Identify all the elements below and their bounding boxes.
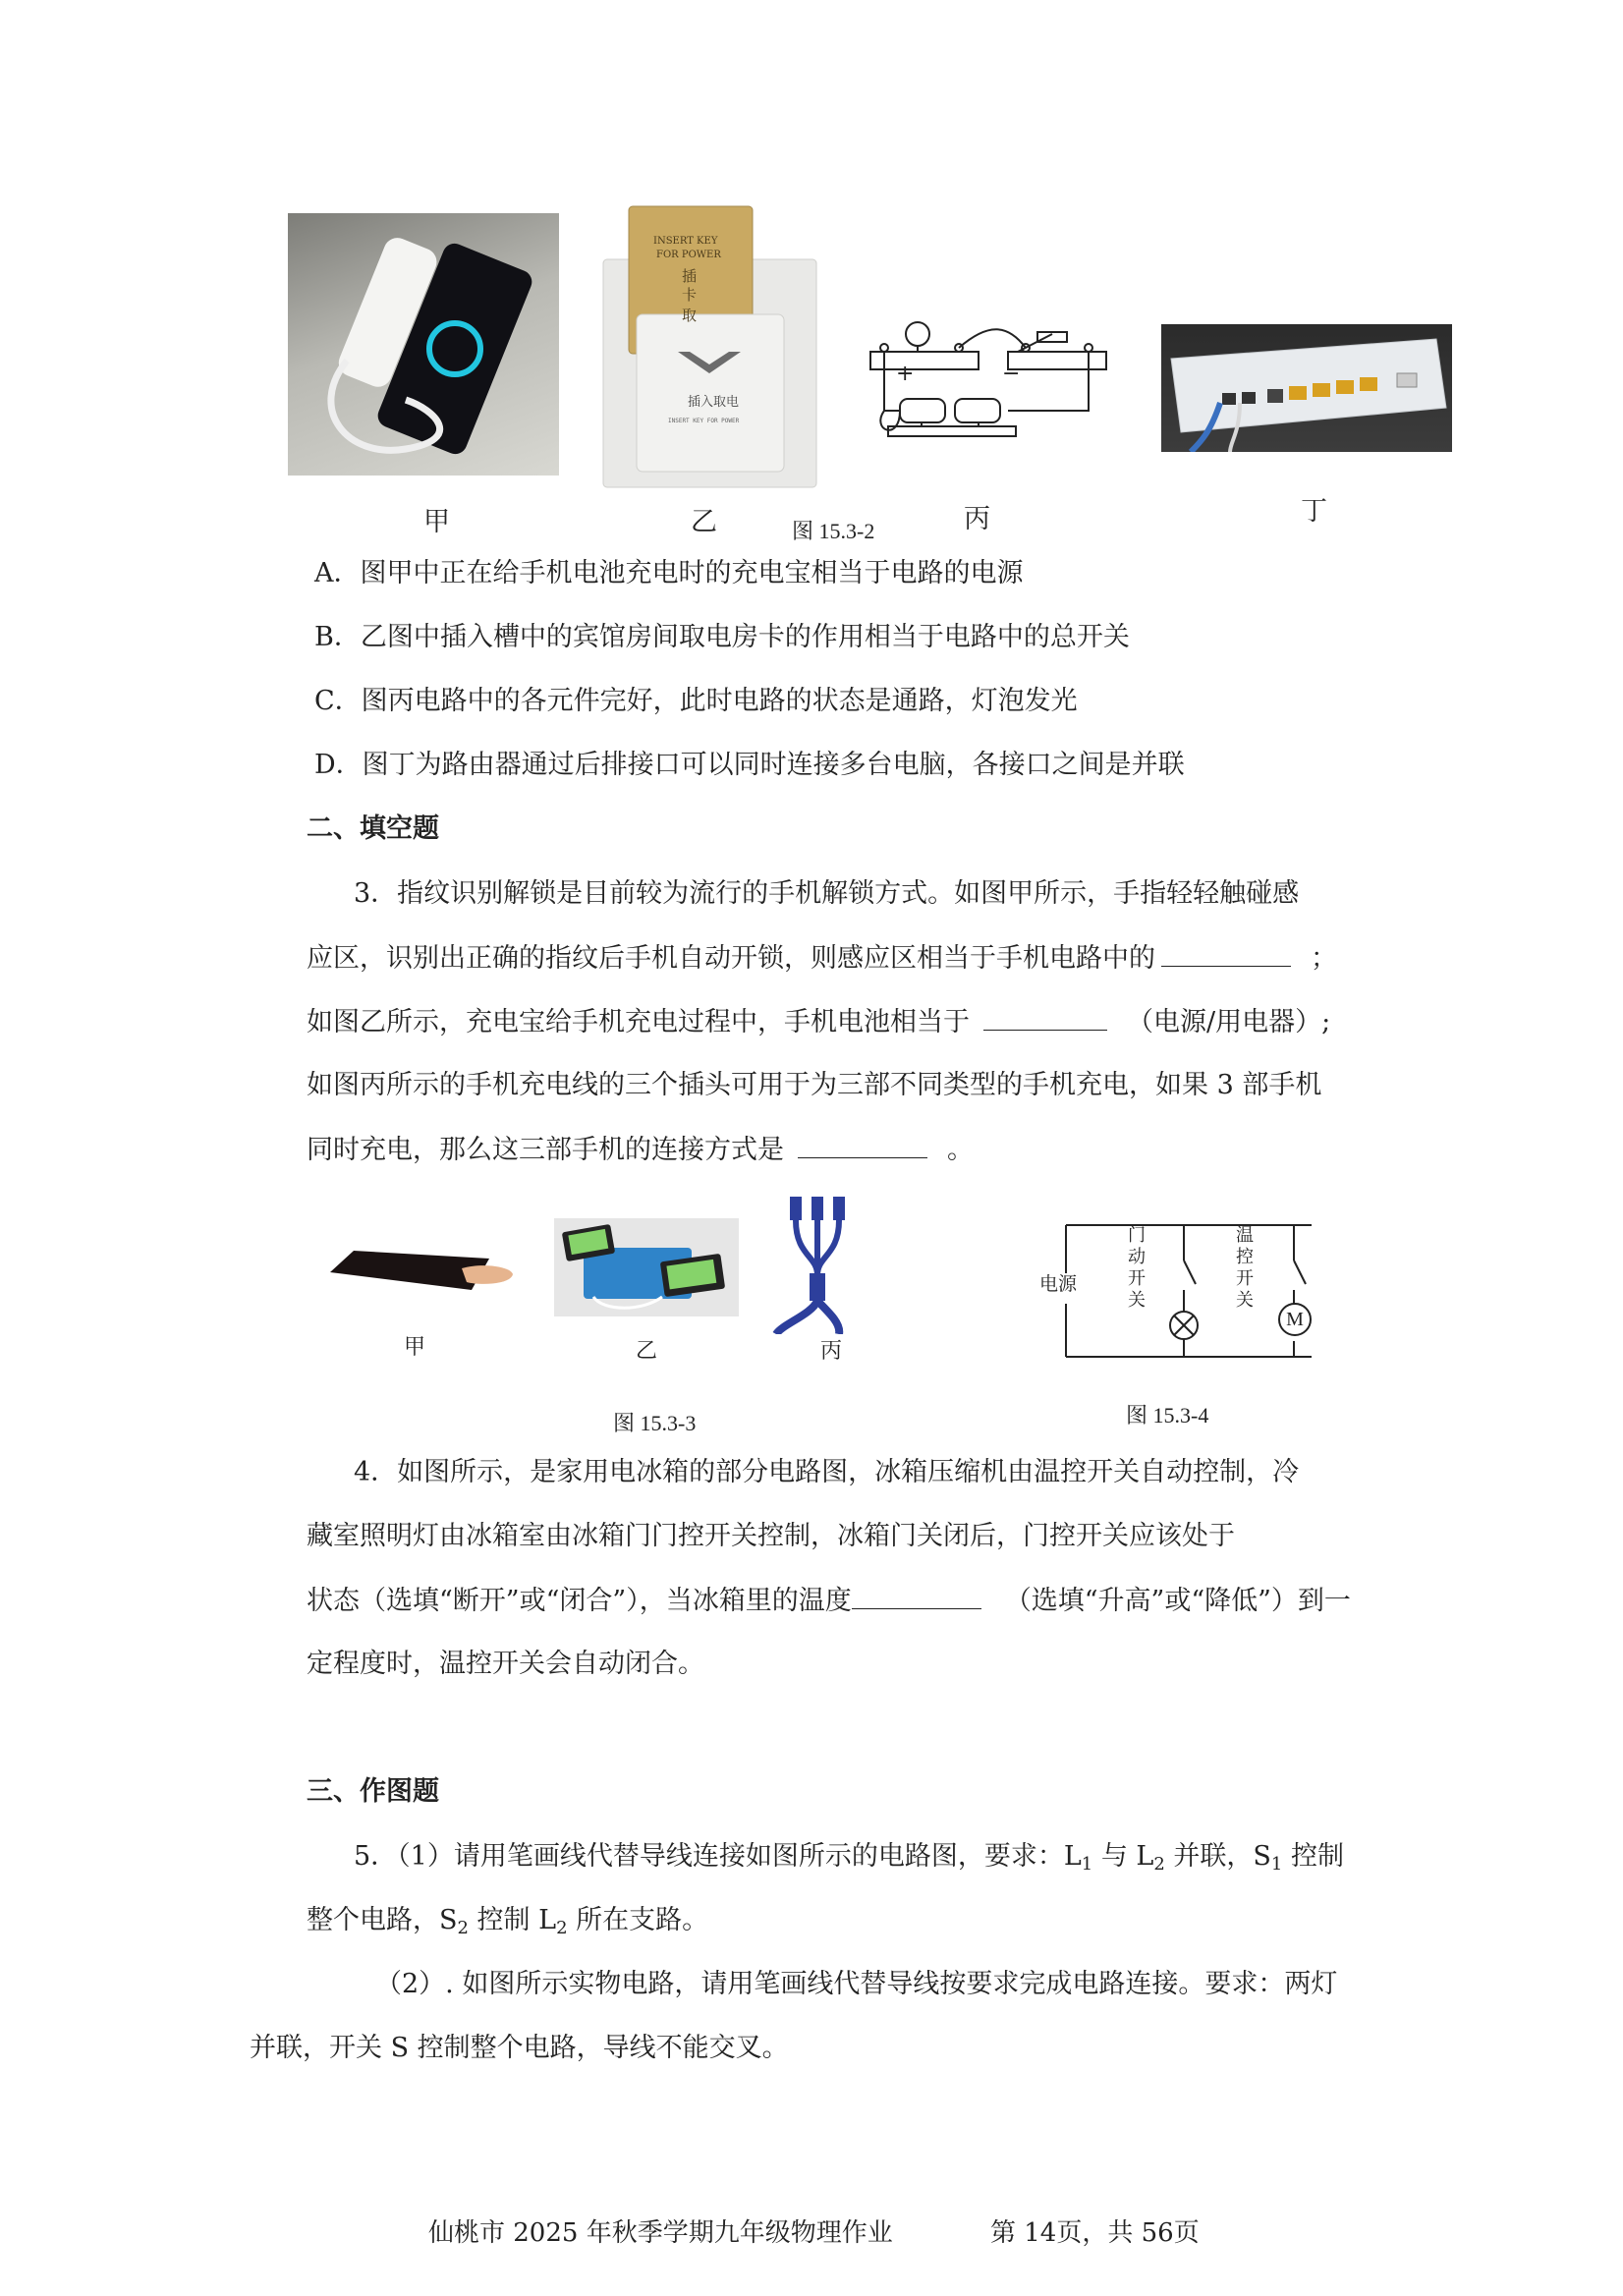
- q4-line3: [307, 1583, 1351, 1619]
- q3-line1: 3．指纹识别解锁是目前较为流行的手机解锁方式。如图甲所示，手指轻轻触碰感: [354, 878, 1300, 909]
- q4-line1: 4．如图所示，是家用电冰箱的部分电路图，冰箱压缩机由温控开关自动控制，冷: [354, 1457, 1300, 1487]
- figure-caption-15-3-3: 图 15.3-3: [613, 1411, 697, 1435]
- card-text-1: INSERT KEY: [653, 236, 718, 247]
- fig-label-jia: 甲: [423, 507, 450, 537]
- photo-fingerprint-phone: [324, 1233, 517, 1312]
- q5-text: 所在支路。: [567, 1905, 709, 1935]
- q3-line5: [307, 1132, 974, 1168]
- q3-line2-text: 应区，识别出正确的指纹后手机自动开锁，则感应区相当于手机电路中的: [307, 943, 1155, 974]
- option-d: D．图丁为路由器通过后排接口可以同时连接多台电脑，各接口之间是并联: [314, 750, 1185, 780]
- fig2-label-yi: 乙: [636, 1339, 658, 1364]
- q3-blank-2[interactable]: [983, 1004, 1107, 1031]
- slot-text-en: INSERT KEY FOR POWER: [668, 418, 740, 424]
- q4-line4: 定程度时，温控开关会自动闭合。: [307, 1649, 704, 1679]
- q5-text: 5．（1）请用笔画线代替导线连接如图所示的电路图，要求：L: [354, 1841, 1082, 1872]
- motor-symbol: M: [1278, 1303, 1312, 1336]
- section-title-drawing: 三、作图题: [307, 1776, 439, 1807]
- fig-label-bing: 丙: [964, 504, 990, 534]
- q5-text: 与 L: [1092, 1841, 1154, 1872]
- subscript: 2: [1153, 1854, 1165, 1875]
- photo-hotel-card-slot: [599, 204, 820, 489]
- q5-text: 控制: [1282, 1841, 1344, 1872]
- q3-line2-end: ；: [1311, 943, 1337, 974]
- q5-line2: [307, 1903, 708, 1946]
- q5-text: 控制 L: [468, 1905, 557, 1935]
- photo-powerbank-phones: [554, 1218, 739, 1316]
- q3-blank-1[interactable]: [1161, 940, 1291, 967]
- option-c: C．图丙电路中的各元件完好，此时电路的状态是通路，灯泡发光: [314, 686, 1078, 716]
- fig-label-yi: 乙: [691, 507, 717, 537]
- q4-blank-1[interactable]: [852, 1583, 981, 1609]
- power-source-label: 电源: [1039, 1273, 1078, 1295]
- diagram-simple-circuit: [861, 312, 1114, 458]
- q5-line3: （2）. 如图所示实物电路，请用笔画线代替导线按要求完成电路连接。要求：两灯: [375, 1969, 1338, 1999]
- card-text-cn3: 取: [682, 307, 698, 324]
- temp-switch-char: 开: [1236, 1268, 1254, 1289]
- door-switch-char: 开: [1128, 1268, 1146, 1289]
- door-switch-char: 门: [1128, 1225, 1146, 1246]
- fig-label-ding: 丁: [1301, 496, 1327, 527]
- temp-switch-label: [1236, 1225, 1256, 1312]
- photo-three-in-one-cable: [772, 1197, 867, 1334]
- q5-line4: 并联，开关 S 控制整个电路，导线不能交叉。: [250, 2033, 789, 2063]
- q3-line2: [307, 940, 1337, 977]
- footer-page-number: 第 14页，共 56页: [990, 2218, 1200, 2248]
- q4-line2: 藏室照明灯由冰箱室由冰箱门门控开关控制，冰箱门关闭后，门控开关应该处于: [307, 1521, 1235, 1551]
- subscript: 1: [1270, 1854, 1283, 1875]
- minus-sign: −: [1002, 362, 1021, 386]
- q5-line1: [354, 1839, 1344, 1882]
- section-title-fill-blank: 二、填空题: [307, 813, 439, 844]
- door-switch-char: 关: [1128, 1290, 1146, 1311]
- door-switch-label: [1128, 1225, 1147, 1312]
- q5-text: 并联，S: [1164, 1841, 1271, 1872]
- temp-switch-char: 温: [1236, 1225, 1254, 1246]
- fig2-label-jia: 甲: [404, 1335, 426, 1360]
- footer-title: 仙桃市 2025 年秋季学期九年级物理作业: [428, 2218, 893, 2248]
- q3-line3-end: （电源/用电器）;: [1127, 1007, 1331, 1037]
- card-text-cn2: 卡: [682, 286, 698, 304]
- q3-line3: [307, 1004, 1330, 1040]
- option-b: B．乙图中插入槽中的宾馆房间取电房卡的作用相当于电路中的总开关: [314, 622, 1130, 652]
- q3-line4: 如图丙所示的手机充电线的三个插头可用于为三部不同类型的手机充电，如果 3 部手机: [307, 1070, 1322, 1100]
- card-text-2: FOR POWER: [656, 250, 721, 260]
- subscript: 2: [457, 1918, 469, 1938]
- q3-line5-text: 同时充电，那么这三部手机的连接方式是: [307, 1135, 784, 1165]
- fridge-circuit: [1036, 1221, 1321, 1361]
- subscript: 2: [556, 1918, 568, 1938]
- card-text-cn1: 插: [682, 267, 698, 285]
- door-switch-char: 动: [1128, 1247, 1146, 1267]
- slot-text: 插入取电: [688, 395, 740, 410]
- q3-line5-end: 。: [947, 1135, 974, 1165]
- q4-line3-text: 状态（选填“断开”或“闭合”），当冰箱里的温度: [307, 1586, 852, 1616]
- subscript: 1: [1081, 1854, 1093, 1875]
- temp-switch-char: 关: [1236, 1290, 1254, 1311]
- temp-switch-char: 控: [1236, 1247, 1254, 1267]
- photo-powerbank-charging: [288, 213, 559, 476]
- q3-line3-text: 如图乙所示，充电宝给手机充电过程中，手机电池相当于: [307, 1007, 970, 1037]
- photo-router-ports: [1161, 324, 1452, 452]
- plus-sign: +: [896, 362, 915, 386]
- q3-blank-3[interactable]: [798, 1132, 927, 1158]
- figure-caption-15-3-4: 图 15.3-4: [1126, 1403, 1209, 1428]
- fig2-label-bing: 丙: [820, 1339, 843, 1364]
- figure-caption: 图 15.3-2: [792, 519, 875, 543]
- q5-text: 整个电路，S: [307, 1905, 458, 1935]
- q4-line3-end: （选填“升高”或“降低”）到一: [1004, 1586, 1351, 1616]
- option-a: A．图甲中正在给手机电池充电时的充电宝相当于电路的电源: [314, 558, 1024, 588]
